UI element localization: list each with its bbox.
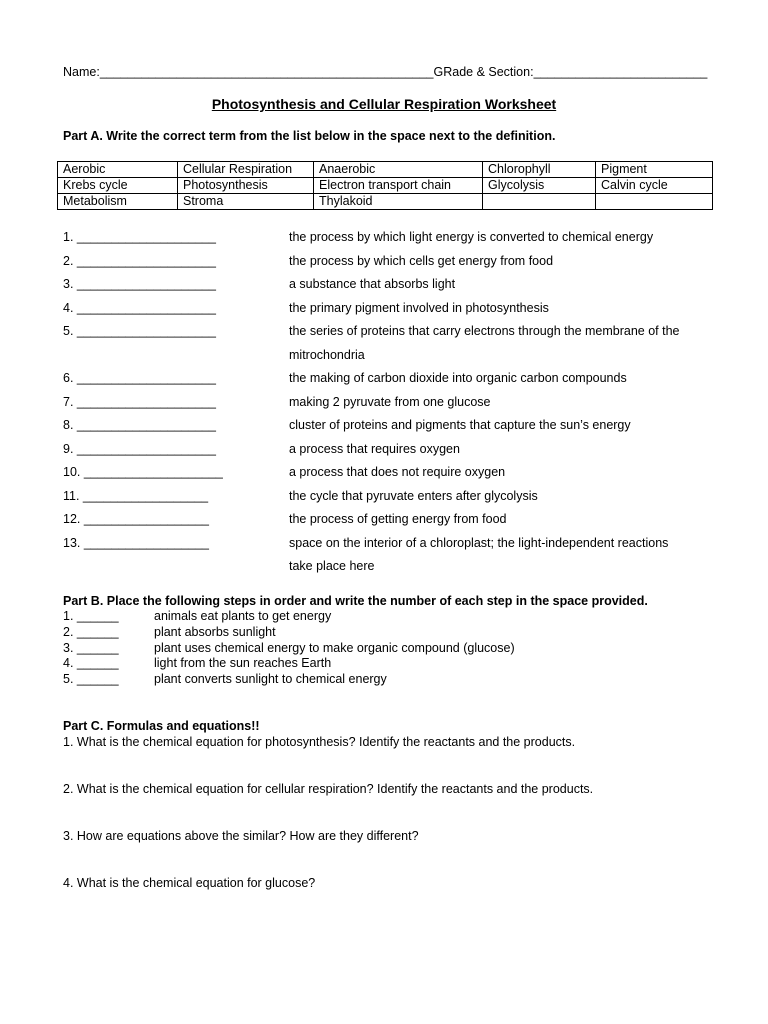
answer-blank[interactable]: 3. ____________________ (63, 277, 216, 291)
definition-item (63, 485, 723, 509)
definition-item (63, 226, 723, 250)
answer-blank[interactable]: 6. ____________________ (63, 371, 216, 385)
question-4: 4. What is the chemical equation for glucose? (63, 876, 316, 890)
question-3: 3. How are equations above the similar? How are they different? (63, 829, 419, 843)
term-cell: Pigment (596, 162, 713, 178)
step-text: light from the sun reaches Earth (154, 656, 332, 671)
definition-text: a process that does not require oxygen (289, 465, 506, 479)
step-item (63, 656, 703, 672)
term-cell: Photosynthesis (178, 178, 314, 194)
part-a-instruction: Part A. Write the correct term from the list below in the space next to the definition. (63, 129, 556, 143)
step-text: plant converts sunlight to chemical energy (154, 672, 387, 687)
definition-text: a substance that absorbs light (289, 277, 456, 291)
term-bank-table (57, 161, 713, 210)
definition-text: the making of carbon dioxide into organic carbon compounds (289, 371, 627, 385)
step-item (63, 672, 703, 688)
term-cell: Metabolism (58, 194, 178, 210)
definition-text: a process that requires oxygen (289, 441, 460, 456)
term-row (58, 178, 713, 194)
definition-text: mitrochondria (289, 347, 365, 362)
step-list (63, 609, 703, 688)
answer-blank-spacer (63, 344, 289, 368)
part-c-heading: Part C. Formulas and equations!! (63, 719, 260, 733)
definition-item (63, 250, 723, 274)
definition-text: take place here (289, 559, 375, 573)
definition-text: making 2 pyruvate from one glucose (289, 394, 491, 409)
term-cell: Glycolysis (483, 178, 596, 194)
term-cell: Calvin cycle (596, 178, 713, 194)
definition-item (63, 273, 723, 297)
definition-text: the cycle that pyruvate enters after glycolysis (289, 488, 538, 503)
definition-item (63, 508, 723, 532)
answer-blank[interactable]: 12. __________________ (63, 512, 209, 526)
step-blank[interactable]: 5. ______ (63, 672, 119, 687)
answer-blank[interactable]: 5. ____________________ (63, 324, 216, 338)
step-text: plant uses chemical energy to make organic compound (glucose) (154, 640, 515, 655)
definition-item (63, 532, 723, 556)
answer-blank[interactable]: 13. __________________ (63, 535, 209, 550)
question-2: 2. What is the chemical equation for cellular respiration? Identify the reactants and the products. (63, 782, 594, 796)
definition-text: cluster of proteins and pigments that capture the sun’s energy (289, 418, 631, 432)
term-cell: Chlorophyll (483, 162, 596, 178)
term-cell (483, 194, 596, 210)
definition-item (63, 391, 723, 415)
step-blank[interactable]: 1. ______ (63, 609, 119, 623)
definition-item (63, 367, 723, 391)
step-blank[interactable]: 4. ______ (63, 656, 119, 671)
answer-blank[interactable]: 8. ____________________ (63, 418, 216, 432)
answer-blank[interactable]: 7. ____________________ (63, 394, 216, 409)
definition-text: the process by which light energy is converted to chemical energy (289, 230, 654, 244)
step-item (63, 609, 703, 625)
part-b-instruction: Part B. Place the following steps in order and write the number of each step in the space provided. (63, 594, 648, 608)
term-row (58, 194, 713, 210)
term-cell (596, 194, 713, 210)
definition-item (63, 297, 723, 321)
step-text: animals eat plants to get energy (154, 609, 332, 623)
definition-text: the series of proteins that carry electrons through the membrane of the (289, 324, 680, 338)
step-item (63, 625, 703, 641)
definition-continuation (63, 344, 723, 368)
answer-blank-spacer (63, 555, 289, 579)
answer-blank[interactable]: 10. ____________________ (63, 465, 223, 479)
answer-blank[interactable]: 11. __________________ (63, 488, 209, 503)
answer-blank[interactable]: 9. ____________________ (63, 441, 216, 456)
question-1: 1. What is the chemical equation for photosynthesis? Identify the reactants and the products. (63, 735, 576, 749)
definition-item (63, 320, 723, 344)
answer-blank[interactable]: 2. ____________________ (63, 253, 216, 268)
term-cell: Anaerobic (314, 162, 483, 178)
definition-text: the primary pigment involved in photosynthesis (289, 300, 549, 315)
term-cell: Cellular Respiration (178, 162, 314, 178)
step-item (63, 641, 703, 657)
answer-blank[interactable]: 1. ____________________ (63, 230, 216, 244)
definition-continuation (63, 555, 723, 579)
term-cell: Aerobic (58, 162, 178, 178)
term-cell: Krebs cycle (58, 178, 178, 194)
step-blank[interactable]: 2. ______ (63, 624, 119, 639)
definition-text: the process by which cells get energy from food (289, 253, 554, 268)
definition-text: the process of getting energy from food (289, 512, 507, 526)
definition-item (63, 461, 723, 485)
step-text: plant absorbs sunlight (154, 624, 276, 639)
definition-list (63, 226, 723, 579)
name-grade-line: Name:________________________________________________GRade & Section:_________________________ (63, 65, 708, 79)
answer-blank[interactable]: 4. ____________________ (63, 300, 216, 315)
term-cell: Thylakoid (314, 194, 483, 210)
worksheet-title: Photosynthesis and Cellular Respiration Worksheet (211, 96, 557, 112)
step-blank[interactable]: 3. ______ (63, 640, 119, 655)
definition-text: space on the interior of a chloroplast; the light-independent reactions (289, 535, 669, 550)
definition-item (63, 414, 723, 438)
term-cell: Electron transport chain (314, 178, 483, 194)
term-cell: Stroma (178, 194, 314, 210)
definition-item (63, 438, 723, 462)
term-row (58, 162, 713, 178)
